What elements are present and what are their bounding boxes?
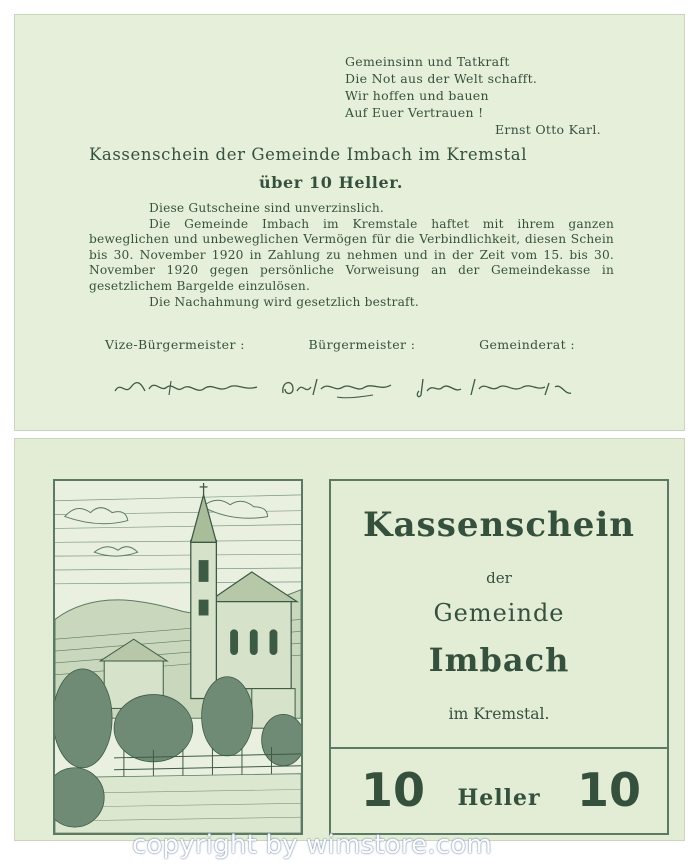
terms-paragraph: Die Gemeinde Imbach im Kremstale haftet mit ihrem ganzen beweglichen und unbeweglichen Vermögen für die Verbindlichkeit, diesen Schein bis 30. November 1920 in Zahlung zu nehmen und in der Zeit vom 15. bis 30. November 1920 gegen persönliche Vorweisung an der Gemeindekasse in gesetzlichem Bargelde einzulösen. bbox=[89, 216, 614, 293]
note-title: Kassenschein der Gemeinde Imbach im Kremstal bbox=[89, 145, 528, 164]
motto-poem bbox=[345, 53, 601, 138]
note-terms bbox=[89, 201, 614, 310]
mayor-signature bbox=[277, 373, 397, 401]
back-region: im Kremstal. bbox=[448, 705, 550, 723]
poem-author: Ernst Otto Karl. bbox=[495, 122, 601, 137]
note-denomination: über 10 Heller. bbox=[259, 173, 403, 192]
terms-paragraph: Die Nachahmung wird gesetzlich bestraft. bbox=[149, 294, 419, 309]
copyright-watermark: copyright by wimstore.com bbox=[132, 830, 492, 860]
vice-mayor-signature bbox=[111, 373, 261, 401]
panel-divider bbox=[331, 747, 667, 749]
poem-line: Auf Euer Vertrauen ! bbox=[345, 105, 484, 120]
back-der: der bbox=[486, 569, 512, 587]
back-place: Imbach bbox=[428, 641, 570, 679]
council-label: Gemeinderat : bbox=[479, 337, 575, 352]
note-front bbox=[14, 14, 685, 431]
note-back bbox=[14, 438, 685, 841]
poem-line: Die Not aus der Welt schafft. bbox=[345, 71, 538, 86]
poem-line: Gemeinsinn und Tatkraft bbox=[345, 54, 510, 69]
officials-row bbox=[105, 337, 575, 352]
value-left: 10 bbox=[361, 763, 426, 817]
vice-mayor-label: Vize-Bürgermeister : bbox=[105, 337, 245, 352]
ghost-print bbox=[55, 87, 68, 132]
council-signature bbox=[415, 373, 575, 401]
back-gemeinde: Gemeinde bbox=[433, 599, 565, 627]
church-engraving bbox=[53, 479, 303, 835]
terms-paragraph: Diese Gutscheine sind unverzinslich. bbox=[149, 201, 384, 215]
title-panel bbox=[329, 479, 669, 835]
poem-line: Wir hoffen und bauen bbox=[345, 88, 489, 103]
value-right: 10 bbox=[576, 763, 641, 817]
back-title: Kassenschein bbox=[362, 505, 636, 545]
value-unit: Heller bbox=[457, 785, 541, 811]
mayor-label: Bürgermeister : bbox=[308, 337, 416, 352]
